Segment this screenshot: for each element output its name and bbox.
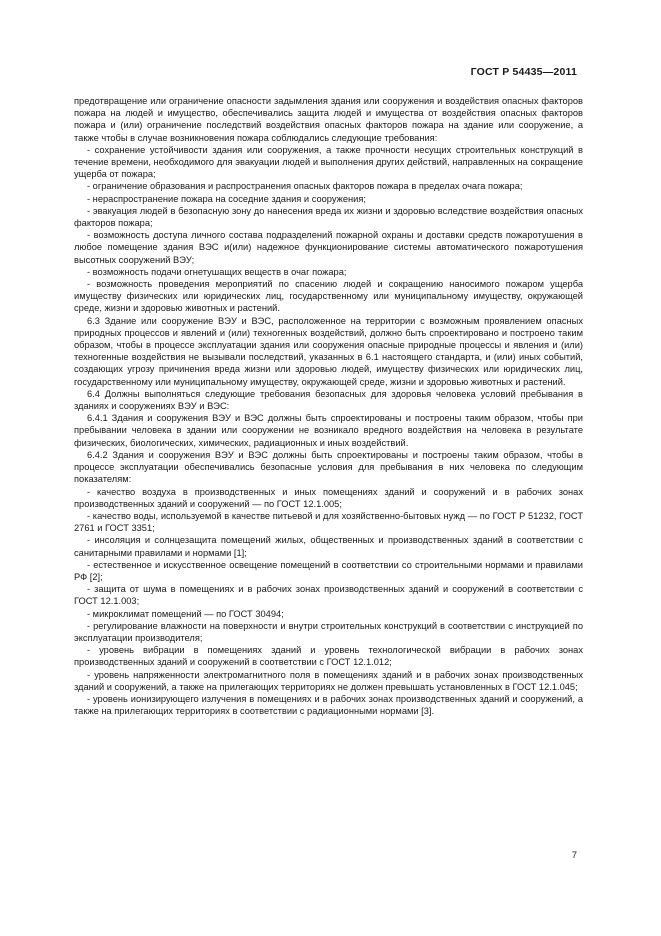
list-item: - качество воды, используемой в качестве питьевой и для хозяйственно-бытовых нужд — по ГОСТ Р 51232, ГОСТ 2761 и ГОСТ 3351; — [74, 510, 583, 534]
list-item: - ограничение образования и распространения опасных факторов пожара в пределах очага пожара; — [87, 181, 523, 192]
list-item: - защита от шума в помещениях и в рабочих зонах производственных зданий и сооружений в соответствии с ГОСТ 12.1.003; — [74, 584, 583, 607]
list-item: - возможность доступа личного состава подразделений пожарной охраны и доставки средств пожаротушения в любое помещение здания ВЭС и(или) надежное функционирование системы автоматического пожаротушения высотных сооружений ВЭУ; — [74, 230, 583, 265]
list-item: - возможность подачи огнетушащих веществ в очаг пожара; — [87, 266, 347, 277]
list-item: - естественное и искусственное освещение помещений в соответствии со строительными нормами и правилами РФ [2]; — [74, 559, 583, 582]
paragraph: предотвращение или ограничение опасности задымления здания или сооружения и воздействия опасных факторов пожара на людей и имущество, обеспечивались защита людей и имущества от воздействия опасных факторов пожара и (или) ограничение последствий воздействия опасных факторов пожара на здание или сооружение, а также чтобы в случае возникновения пожара соблюдались следующие требования: — [74, 96, 583, 143]
list-item: - эвакуация людей в безопасную зону до нанесения вреда их жизни и здоровью вследствие воздействия опасных факторов пожара; — [74, 205, 583, 229]
list-item: - микроклимат помещений — по ГОСТ 30494; — [87, 608, 284, 619]
section-6-3: 6.3 Здание или сооружение ВЭУ и ВЭС, расположенное на территории с возможным проявлением опасных природных процессов и явлений и (или) техногенных воздействий, должно быть спроектировано и построено таким образом, чтобы в процессе эксплуатации здания или сооружения опасные природные процессы и явления и (или) техногенные воздействия не вызывали последствий, указанных в 6.1 настоящего стандарта, и (или) иных событий, создающих угрозу причинения вреда жизни или здоровью людей, имуществу физических или юридических лиц, государственному или муниципальному имуществу, окружающей среде, жизни и здоровью животных и растений. — [74, 315, 583, 387]
list-item: - уровень вибрации в помещениях зданий и уровень технологической вибрации в рабочих зонах производственных зданий и сооружений в соответствии с ГОСТ 12.1.012; — [74, 645, 583, 668]
list-item: - возможность проведения мероприятий по спасению людей и сокращению наносимого пожаром ущерба имуществу физических или юридических лиц, государственному или муниципальному имуществу, окружающей среде, жизни и здоровью животных и растений. — [74, 279, 583, 314]
list-item: - инсоляция и солнцезащита помещений жилых, общественных и производственных зданий в соответствии с санитарными правилами и нормами [1]; — [74, 535, 583, 558]
document-body — [74, 95, 583, 717]
list-item: - нераспространение пожара на соседние здания и сооружения; — [87, 193, 366, 204]
list-item: - качество воздуха в производственных и иных помещениях зданий и сооружений и в рабочих зонах производственных зданий и сооружений — по ГОСТ 12.1.005; — [74, 486, 583, 509]
list-item: - уровень напряженности электромагнитного поля в помещениях зданий и в рабочих зонах производственных зданий и сооружений, а также на прилегающих территориях не должен превышать установленных в ГОСТ 12.1.045; — [74, 669, 583, 692]
section-6-4-2: 6.4.2 Здания и сооружения ВЭУ и ВЭС должны быть спроектированы и построены таким образом, чтобы в процессе эксплуатации обеспечивались безопасные условия для пребывания в них человека по следующим показателям: — [74, 449, 583, 485]
document-header: ГОСТ Р 54435—2011 — [470, 66, 577, 78]
list-item: - уровень ионизирующего излучения в помещениях и в рабочих зонах производственных зданий и сооружений, а также на прилегающих территориях в соответствии с радиационными нормами [3]. — [74, 693, 583, 717]
section-6-4: 6.4 Должны выполняться следующие требования безопасных для здоровья человека условий пребывания в зданиях и сооружениях ВЭУ и ВЭС: — [74, 388, 583, 412]
section-6-4-1: 6.4.1 Здания и сооружения ВЭУ и ВЭС должны быть спроектированы и построены таким образом, чтобы при пребывании человека в здании или сооружении не возникало вредного воздействия на человека в результате физических, биологических, химических, радиационных и иных воздействий. — [74, 413, 583, 448]
list-item: - регулирование влажности на поверхности и внутри строительных конструкций в соответствии с инструкцией по эксплуатации производителя; — [74, 620, 583, 643]
page-number: 7 — [571, 850, 577, 861]
list-item: - сохранение устойчивости здания или сооружения, а также прочности несущих строительных конструкций в течение времени, необходимого для эвакуации людей и выполнения других действий, направленных на сокращение ущерба от пожара; — [74, 144, 583, 180]
